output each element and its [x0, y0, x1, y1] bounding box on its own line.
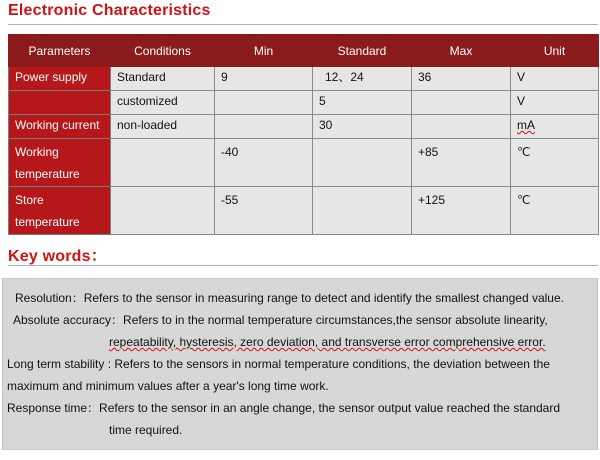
param-cell — [9, 139, 111, 187]
keyword-line-response-time: Response time：Refers to the sensor in an angle change, the sensor output value reached the standard — [7, 401, 561, 415]
max-cell: 36 — [412, 67, 511, 91]
condition-cell: non-loaded — [111, 115, 215, 139]
unit-cell: ℃ — [511, 187, 599, 235]
header-conditions: Conditions — [111, 35, 215, 67]
standard-cell: 12、24 — [313, 67, 412, 91]
electronic-characteristics-table — [8, 34, 599, 235]
param-line: temperature — [15, 167, 80, 181]
param-cell — [9, 187, 111, 235]
condition-cell: customized — [111, 91, 215, 115]
max-cell: +125 — [412, 187, 511, 235]
keyword-line-response-time-cont: time required. — [109, 423, 183, 437]
param-cell — [9, 91, 111, 115]
param-line: temperature — [15, 215, 80, 229]
standard-cell — [313, 139, 412, 187]
condition-cell — [111, 187, 215, 235]
standard-cell — [313, 187, 412, 235]
condition-cell — [111, 139, 215, 187]
header-min: Min — [215, 35, 313, 67]
keyword-text: repeatability, hysteresis, zero deviation, and transverse error comprehensive error. — [109, 335, 546, 349]
param-line: Working — [15, 145, 59, 159]
max-cell — [412, 115, 511, 139]
table-row — [9, 67, 599, 91]
table-row — [9, 115, 599, 139]
title-divider — [8, 24, 598, 25]
max-cell: +85 — [412, 139, 511, 187]
table-row — [9, 187, 599, 235]
key-words-box — [2, 278, 598, 450]
standard-cell: 5 — [313, 91, 412, 115]
param-cell: Working current — [9, 115, 111, 139]
header-max: Max — [412, 35, 511, 67]
title-divider — [8, 265, 598, 266]
param-cell: Power supply — [9, 67, 111, 91]
max-cell — [412, 91, 511, 115]
section-title-electronic-characteristics: Electronic Characteristics — [8, 2, 211, 19]
unit-cell: ℃ — [511, 139, 599, 187]
keyword-line-absolute-accuracy: Absolute accuracy：Refers to in the normal temperature circumstances,the sensor absolute linearity, — [13, 313, 548, 327]
min-cell: -40 — [215, 139, 313, 187]
param-line: Store — [15, 193, 44, 207]
keyword-line-long-term-stability: Long term stability : Refers to the sensors in normal temperature conditions, the deviation between the — [7, 357, 550, 371]
unit-text: mA — [517, 118, 535, 132]
table-row — [9, 91, 599, 115]
header-parameters: Parameters — [9, 35, 111, 67]
min-cell — [215, 91, 313, 115]
unit-cell: V — [511, 91, 599, 115]
keyword-line-long-term-stability-cont: maximum and minimum values after a year's long time work. — [7, 379, 329, 393]
keyword-line-resolution: Resolution：Refers to the sensor in measuring range to detect and identify the smallest changed value. — [15, 291, 564, 305]
header-standard: Standard — [313, 35, 412, 67]
standard-cell: 30 — [313, 115, 412, 139]
min-cell: 9 — [215, 67, 313, 91]
unit-cell: V — [511, 67, 599, 91]
table-row — [9, 139, 599, 187]
section-title-key-words: Key words： — [8, 248, 107, 265]
condition-cell: Standard — [111, 67, 215, 91]
min-cell — [215, 115, 313, 139]
keyword-line-absolute-accuracy-cont — [109, 331, 546, 353]
min-cell: -55 — [215, 187, 313, 235]
unit-cell — [511, 115, 599, 139]
table-header-row — [9, 35, 599, 67]
header-unit: Unit — [511, 35, 599, 67]
